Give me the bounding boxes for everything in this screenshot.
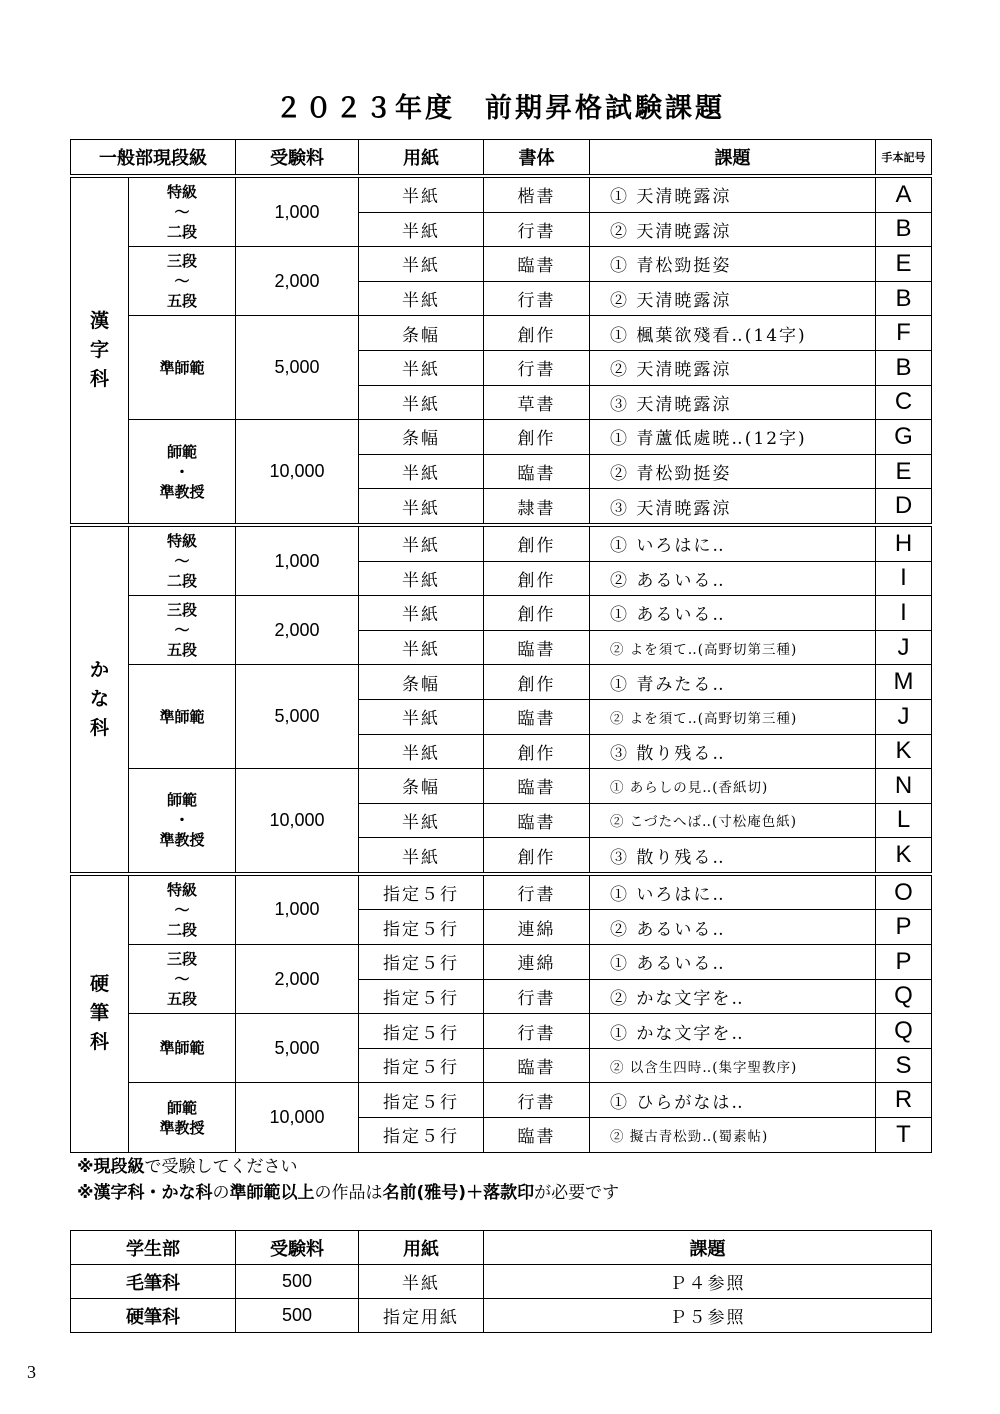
paper-cell: 条幅 (359, 769, 484, 804)
table-row (71, 316, 932, 351)
mark-cell: N (876, 769, 932, 804)
fee-cell: 10,000 (236, 420, 359, 525)
topic-cell: ② 天清暁露涼 (590, 281, 876, 316)
table-header-row (71, 140, 932, 177)
student-paper: 半紙 (359, 1265, 484, 1299)
style-cell: 創作 (484, 734, 590, 769)
mark-cell: A (876, 176, 932, 212)
mark-cell: T (876, 1118, 932, 1153)
note-text: で受験してください (144, 1157, 298, 1177)
style-cell: 臨書 (484, 247, 590, 282)
paper-cell: 半紙 (359, 385, 484, 420)
mark-cell: R (876, 1083, 932, 1118)
topic-cell: ① ひらがなは‥ (590, 1083, 876, 1118)
paper-cell: 半紙 (359, 596, 484, 631)
mark-cell: P (876, 910, 932, 945)
grade-line: 三段 (166, 601, 197, 620)
grade-cell (129, 665, 236, 769)
grade-line: 師範 (166, 791, 197, 810)
topic-cell: ② あるいる‥ (590, 561, 876, 596)
mark-cell: K (876, 734, 932, 769)
style-cell: 創作 (484, 838, 590, 874)
grade-line: ・ (174, 462, 190, 481)
note-line (77, 1154, 619, 1180)
style-cell: 臨書 (484, 454, 590, 489)
grade-line: 五段 (166, 990, 197, 1009)
note-emphasis: 準師範以上 (229, 1183, 315, 1203)
topic-cell: ② 以含生四時‥(集字聖教序) (590, 1048, 876, 1083)
notes (77, 1154, 619, 1206)
style-cell: 連綿 (484, 910, 590, 945)
dept-char: 科 (89, 716, 109, 739)
paper-cell: 指定５行 (359, 1083, 484, 1118)
grade-line: 二段 (166, 572, 197, 591)
paper-cell: 半紙 (359, 630, 484, 665)
header-paper: 用紙 (359, 140, 484, 177)
paper-cell: 指定５行 (359, 910, 484, 945)
fee-cell: 2,000 (236, 247, 359, 316)
grade-cell (129, 420, 236, 525)
grade-line: 特級 (166, 880, 197, 899)
paper-cell: 条幅 (359, 420, 484, 455)
style-cell: 創作 (484, 525, 590, 561)
fee-cell: 1,000 (236, 874, 359, 945)
style-cell: 臨書 (484, 769, 590, 804)
grade-cell (129, 1083, 236, 1152)
topic-cell: ① いろはに‥ (590, 874, 876, 910)
fee-cell: 1,000 (236, 176, 359, 247)
grade-line: 準教授 (159, 1118, 205, 1137)
grade-line: 三段 (166, 252, 197, 271)
student-row (71, 1299, 932, 1333)
style-cell: 創作 (484, 420, 590, 455)
style-cell: 創作 (484, 316, 590, 351)
student-topic: Ｐ４参照 (484, 1265, 932, 1299)
grade-line: 〜 (174, 621, 190, 640)
table-row (71, 1083, 932, 1118)
mark-cell: D (876, 489, 932, 525)
paper-cell: 半紙 (359, 561, 484, 596)
mark-cell: B (876, 281, 932, 316)
mark-cell: I (876, 596, 932, 631)
grade-line: 師範 (166, 442, 197, 461)
paper-cell: 指定５行 (359, 945, 484, 980)
dept-char: 字 (89, 338, 109, 361)
grade-cell (129, 1014, 236, 1083)
paper-cell: 指定５行 (359, 1118, 484, 1153)
topic-cell: ① 天清暁露涼 (590, 176, 876, 212)
mark-cell: M (876, 665, 932, 700)
dept-cell (71, 525, 129, 874)
mark-cell: O (876, 874, 932, 910)
table-row (71, 874, 932, 910)
header-fee: 受験料 (236, 140, 359, 177)
topic-cell: ① 青松勁挺姿 (590, 247, 876, 282)
style-cell: 行書 (484, 979, 590, 1014)
dept-cell (71, 176, 129, 525)
student-header-topic: 課題 (484, 1231, 932, 1265)
mark-cell: J (876, 630, 932, 665)
grade-cell (129, 247, 236, 316)
fee-cell: 10,000 (236, 1083, 359, 1152)
grade-line: 〜 (174, 272, 190, 291)
grade-line: 特級 (166, 532, 197, 551)
mark-cell: I (876, 561, 932, 596)
table-row (71, 769, 932, 804)
paper-cell: 半紙 (359, 176, 484, 212)
grade-line: 〜 (174, 552, 190, 571)
mark-cell: P (876, 945, 932, 980)
grade-line: 〜 (174, 203, 190, 222)
topic-cell: ① かな文字を‥ (590, 1014, 876, 1049)
mark-cell: E (876, 454, 932, 489)
page-number: 3 (27, 1362, 36, 1382)
fee-cell: 2,000 (236, 596, 359, 665)
style-cell: 臨書 (484, 1048, 590, 1083)
mark-cell: K (876, 838, 932, 874)
student-header-dept: 学生部 (71, 1231, 236, 1265)
grade-line: 準師範 (159, 358, 205, 377)
mark-cell: E (876, 247, 932, 282)
style-cell: 臨書 (484, 630, 590, 665)
grade-line: 〜 (174, 900, 190, 919)
fee-cell: 5,000 (236, 1014, 359, 1083)
note-text: の (212, 1183, 230, 1203)
grade-line: 師範 (166, 1098, 197, 1117)
table-row (71, 525, 932, 561)
style-cell: 臨書 (484, 699, 590, 734)
note-emphasis: ※現段級 (77, 1157, 145, 1177)
fee-cell: 5,000 (236, 316, 359, 420)
student-header-fee: 受験料 (236, 1231, 359, 1265)
paper-cell: 半紙 (359, 247, 484, 282)
paper-cell: 指定５行 (359, 979, 484, 1014)
style-cell: 創作 (484, 561, 590, 596)
grade-line: 準教授 (159, 831, 205, 850)
paper-cell: 半紙 (359, 699, 484, 734)
grade-cell (129, 525, 236, 596)
grade-line: 五段 (166, 292, 197, 311)
paper-cell: 半紙 (359, 489, 484, 525)
table-row (71, 596, 932, 631)
topic-cell: ① 楓葉欲殘看‥(14字) (590, 316, 876, 351)
grade-line: 二段 (166, 920, 197, 939)
note-emphasis: 名前(雅号)＋落款印 (382, 1183, 535, 1203)
table-row (71, 1014, 932, 1049)
paper-cell: 指定５行 (359, 874, 484, 910)
student-fee: 500 (236, 1299, 359, 1333)
mark-cell: C (876, 385, 932, 420)
style-cell: 連綿 (484, 945, 590, 980)
style-cell: 臨書 (484, 803, 590, 838)
dept-char: 硬 (89, 973, 109, 996)
grade-cell (129, 945, 236, 1014)
student-row (71, 1265, 932, 1299)
style-cell: 行書 (484, 874, 590, 910)
table-row (71, 945, 932, 980)
grade-line: 準師範 (159, 707, 205, 726)
table-row (71, 247, 932, 282)
fee-cell: 10,000 (236, 769, 359, 874)
grade-line: 準教授 (159, 482, 205, 501)
page-title: ２０２３年度 前期昇格試験課題 (275, 93, 725, 124)
mark-cell: B (876, 212, 932, 247)
grade-line: ・ (174, 811, 190, 830)
dept-char: な (89, 687, 109, 710)
style-cell: 楷書 (484, 176, 590, 212)
mark-cell: B (876, 350, 932, 385)
grade-line: 二段 (166, 223, 197, 242)
student-header-paper: 用紙 (359, 1231, 484, 1265)
dept-char: 筆 (89, 1002, 109, 1025)
style-cell: 行書 (484, 281, 590, 316)
fee-cell: 1,000 (236, 525, 359, 596)
grade-cell (129, 176, 236, 247)
student-dept: 毛筆科 (71, 1265, 236, 1299)
style-cell: 草書 (484, 385, 590, 420)
note-emphasis: ※漢字科・かな科 (77, 1183, 213, 1203)
style-cell: 創作 (484, 596, 590, 631)
paper-cell: 半紙 (359, 734, 484, 769)
paper-cell: 半紙 (359, 281, 484, 316)
topic-cell: ③ 天清暁露涼 (590, 385, 876, 420)
student-paper: 指定用紙 (359, 1299, 484, 1333)
style-cell: 行書 (484, 1014, 590, 1049)
table-row (71, 176, 932, 212)
dept-char: 科 (89, 1031, 109, 1054)
paper-cell: 半紙 (359, 454, 484, 489)
topic-cell: ② 天清暁露涼 (590, 350, 876, 385)
topic-cell: ① あるいる‥ (590, 596, 876, 631)
note-text: の作品は (314, 1183, 383, 1203)
topic-cell: ② よを須て‥(高野切第三種) (590, 699, 876, 734)
topic-cell: ① 青みたる‥ (590, 665, 876, 700)
dept-cell (71, 874, 129, 1152)
paper-cell: 条幅 (359, 665, 484, 700)
style-cell: 行書 (484, 350, 590, 385)
topic-cell: ② 青松勁挺姿 (590, 454, 876, 489)
grade-line: 〜 (174, 970, 190, 989)
grade-cell (129, 874, 236, 945)
dept-char: 漢 (89, 309, 109, 332)
student-table (70, 1230, 932, 1333)
topic-cell: ① 青蘆低處暁‥(12字) (590, 420, 876, 455)
topic-cell: ③ 天清暁露涼 (590, 489, 876, 525)
style-cell: 創作 (484, 665, 590, 700)
fee-cell: 2,000 (236, 945, 359, 1014)
student-fee: 500 (236, 1265, 359, 1299)
paper-cell: 半紙 (359, 838, 484, 874)
topic-cell: ③ 散り残る‥ (590, 734, 876, 769)
paper-cell: 条幅 (359, 316, 484, 351)
topic-cell: ① あらしの見‥(香紙切) (590, 769, 876, 804)
paper-cell: 半紙 (359, 525, 484, 561)
grade-cell (129, 596, 236, 665)
dept-char: 科 (89, 367, 109, 390)
mark-cell: H (876, 525, 932, 561)
topic-cell: ② かな文字を‥ (590, 979, 876, 1014)
mark-cell: J (876, 699, 932, 734)
header-grade: 一般部現段級 (71, 140, 236, 177)
note-line (77, 1180, 619, 1206)
topic-cell: ② よを須て‥(高野切第三種) (590, 630, 876, 665)
paper-cell: 指定５行 (359, 1014, 484, 1049)
note-text: が必要です (534, 1183, 620, 1203)
exam-table (70, 139, 932, 1153)
grade-cell (129, 769, 236, 874)
header-topic: 課題 (590, 140, 876, 177)
topic-cell: ② 擬古青松勁‥(蜀素帖) (590, 1118, 876, 1153)
student-topic: Ｐ５参照 (484, 1299, 932, 1333)
student-header-row (71, 1231, 932, 1265)
header-style: 書体 (484, 140, 590, 177)
mark-cell: S (876, 1048, 932, 1083)
topic-cell: ② こづたへば‥(寸松庵色紙) (590, 803, 876, 838)
style-cell: 行書 (484, 212, 590, 247)
topic-cell: ③ 散り残る‥ (590, 838, 876, 874)
paper-cell: 半紙 (359, 350, 484, 385)
mark-cell: L (876, 803, 932, 838)
mark-cell: F (876, 316, 932, 351)
paper-cell: 半紙 (359, 212, 484, 247)
topic-cell: ① あるいる‥ (590, 945, 876, 980)
paper-cell: 半紙 (359, 803, 484, 838)
student-dept: 硬筆科 (71, 1299, 236, 1333)
grade-line: 三段 (166, 950, 197, 969)
topic-cell: ① いろはに‥ (590, 525, 876, 561)
grade-cell (129, 316, 236, 420)
paper-cell: 指定５行 (359, 1048, 484, 1083)
grade-line: 特級 (166, 183, 197, 202)
mark-cell: Q (876, 979, 932, 1014)
topic-cell: ② 天清暁露涼 (590, 212, 876, 247)
style-cell: 臨書 (484, 1118, 590, 1153)
grade-line: 五段 (166, 641, 197, 660)
topic-cell: ② あるいる‥ (590, 910, 876, 945)
dept-char: か (89, 658, 109, 681)
grade-line: 準師範 (159, 1039, 205, 1058)
mark-cell: G (876, 420, 932, 455)
style-cell: 隷書 (484, 489, 590, 525)
fee-cell: 5,000 (236, 665, 359, 769)
mark-cell: Q (876, 1014, 932, 1049)
table-row (71, 665, 932, 700)
style-cell: 行書 (484, 1083, 590, 1118)
header-mark: 手本記号 (876, 140, 932, 177)
table-row (71, 420, 932, 455)
